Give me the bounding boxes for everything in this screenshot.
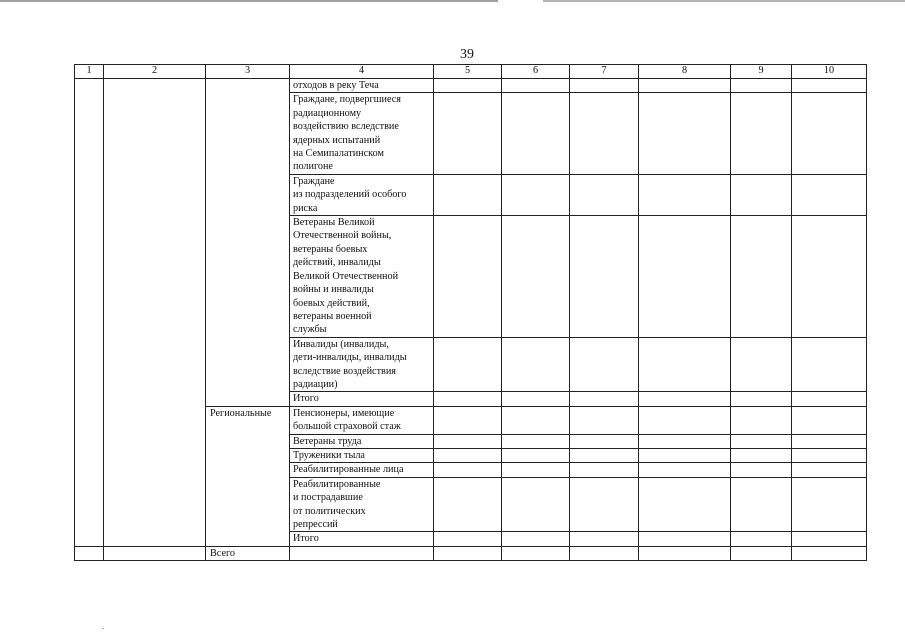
value-cell xyxy=(570,434,639,448)
column-number: 1 xyxy=(75,65,104,79)
value-cell xyxy=(639,216,731,338)
value-cell xyxy=(639,392,731,406)
value-cell xyxy=(434,434,502,448)
category-cell: Ветераны Великой Отечественной войны, ветераны боевых действий, инвалиды Великой Отечественной войны и инвалиды боевых действий, ветераны военной службы xyxy=(290,216,434,338)
table-row xyxy=(75,79,867,93)
value-cell xyxy=(639,79,731,93)
value-cell xyxy=(570,463,639,477)
value-cell xyxy=(502,546,570,560)
page-number: 39 xyxy=(460,47,474,62)
category-cell: Граждане, подвергшиеся радиационному воздействию вследствие ядерных испытаний на Семипалатинском полигоне xyxy=(290,93,434,174)
column-number: 6 xyxy=(502,65,570,79)
value-cell xyxy=(570,477,639,532)
category-cell: Итого xyxy=(290,392,434,406)
value-cell xyxy=(792,93,867,174)
value-cell xyxy=(502,532,570,546)
value-cell xyxy=(502,174,570,215)
value-cell xyxy=(792,532,867,546)
value-cell xyxy=(502,434,570,448)
value-cell xyxy=(792,546,867,560)
value-cell xyxy=(731,546,792,560)
category-cell: Ветераны труда xyxy=(290,434,434,448)
category-cell: Реабилитированные и пострадавшие от политических репрессий xyxy=(290,477,434,532)
value-cell xyxy=(731,463,792,477)
value-cell xyxy=(502,463,570,477)
value-cell xyxy=(434,463,502,477)
value-cell xyxy=(570,532,639,546)
value-cell xyxy=(434,406,502,434)
column-number: 2 xyxy=(104,65,206,79)
value-cell xyxy=(639,174,731,215)
column-2-cell xyxy=(104,546,206,560)
value-cell xyxy=(502,406,570,434)
column-2-cell xyxy=(104,79,206,547)
scan-edge-line xyxy=(0,0,905,2)
value-cell xyxy=(502,448,570,462)
category-cell: Труженики тыла xyxy=(290,448,434,462)
value-cell xyxy=(792,406,867,434)
value-cell xyxy=(570,448,639,462)
value-cell xyxy=(570,392,639,406)
category-cell xyxy=(290,546,434,560)
value-cell xyxy=(731,406,792,434)
value-cell xyxy=(639,463,731,477)
value-cell xyxy=(792,337,867,392)
group-cell: Всего xyxy=(206,546,290,560)
value-cell xyxy=(639,93,731,174)
value-cell xyxy=(502,392,570,406)
value-cell xyxy=(731,448,792,462)
category-cell: отходов в реку Теча xyxy=(290,79,434,93)
value-cell xyxy=(434,392,502,406)
column-number: 4 xyxy=(290,65,434,79)
value-cell xyxy=(792,216,867,338)
value-cell xyxy=(639,406,731,434)
column-number-row xyxy=(75,65,867,79)
column-number: 8 xyxy=(639,65,731,79)
group-cell: Региональные xyxy=(206,406,290,546)
value-cell xyxy=(731,216,792,338)
value-cell xyxy=(570,546,639,560)
value-cell xyxy=(502,337,570,392)
benefits-table xyxy=(74,64,867,561)
value-cell xyxy=(434,532,502,546)
column-number: 7 xyxy=(570,65,639,79)
value-cell xyxy=(434,79,502,93)
value-cell xyxy=(502,216,570,338)
value-cell xyxy=(639,546,731,560)
value-cell xyxy=(570,337,639,392)
value-cell xyxy=(434,337,502,392)
value-cell xyxy=(434,448,502,462)
value-cell xyxy=(434,216,502,338)
value-cell xyxy=(731,392,792,406)
value-cell xyxy=(792,477,867,532)
value-cell xyxy=(639,337,731,392)
value-cell xyxy=(792,434,867,448)
value-cell xyxy=(639,434,731,448)
value-cell xyxy=(434,477,502,532)
column-number: 9 xyxy=(731,65,792,79)
value-cell xyxy=(570,174,639,215)
category-cell: Пенсионеры, имеющие большой страховой стаж xyxy=(290,406,434,434)
value-cell xyxy=(792,174,867,215)
value-cell xyxy=(731,434,792,448)
value-cell xyxy=(731,532,792,546)
scan-speck xyxy=(102,628,104,629)
value-cell xyxy=(639,532,731,546)
value-cell xyxy=(570,79,639,93)
value-cell xyxy=(502,477,570,532)
total-row xyxy=(75,546,867,560)
value-cell xyxy=(502,79,570,93)
column-1-cell xyxy=(75,546,104,560)
category-cell: Граждане из подразделений особого риска xyxy=(290,174,434,215)
value-cell xyxy=(639,448,731,462)
value-cell xyxy=(792,392,867,406)
value-cell xyxy=(570,406,639,434)
column-1-cell xyxy=(75,79,104,547)
value-cell xyxy=(502,93,570,174)
group-cell xyxy=(206,79,290,407)
value-cell xyxy=(731,79,792,93)
value-cell xyxy=(731,337,792,392)
value-cell xyxy=(792,448,867,462)
value-cell xyxy=(570,216,639,338)
value-cell xyxy=(434,546,502,560)
column-number: 10 xyxy=(792,65,867,79)
column-number: 3 xyxy=(206,65,290,79)
value-cell xyxy=(434,174,502,215)
value-cell xyxy=(434,93,502,174)
value-cell xyxy=(792,463,867,477)
value-cell xyxy=(731,93,792,174)
value-cell xyxy=(570,93,639,174)
value-cell xyxy=(639,477,731,532)
column-number: 5 xyxy=(434,65,502,79)
category-cell: Инвалиды (инвалиды, дети-инвалиды, инвалиды вследствие воздействия радиации) xyxy=(290,337,434,392)
value-cell xyxy=(731,477,792,532)
category-cell: Итого xyxy=(290,532,434,546)
category-cell: Реабилитированные лица xyxy=(290,463,434,477)
value-cell xyxy=(792,79,867,93)
value-cell xyxy=(731,174,792,215)
